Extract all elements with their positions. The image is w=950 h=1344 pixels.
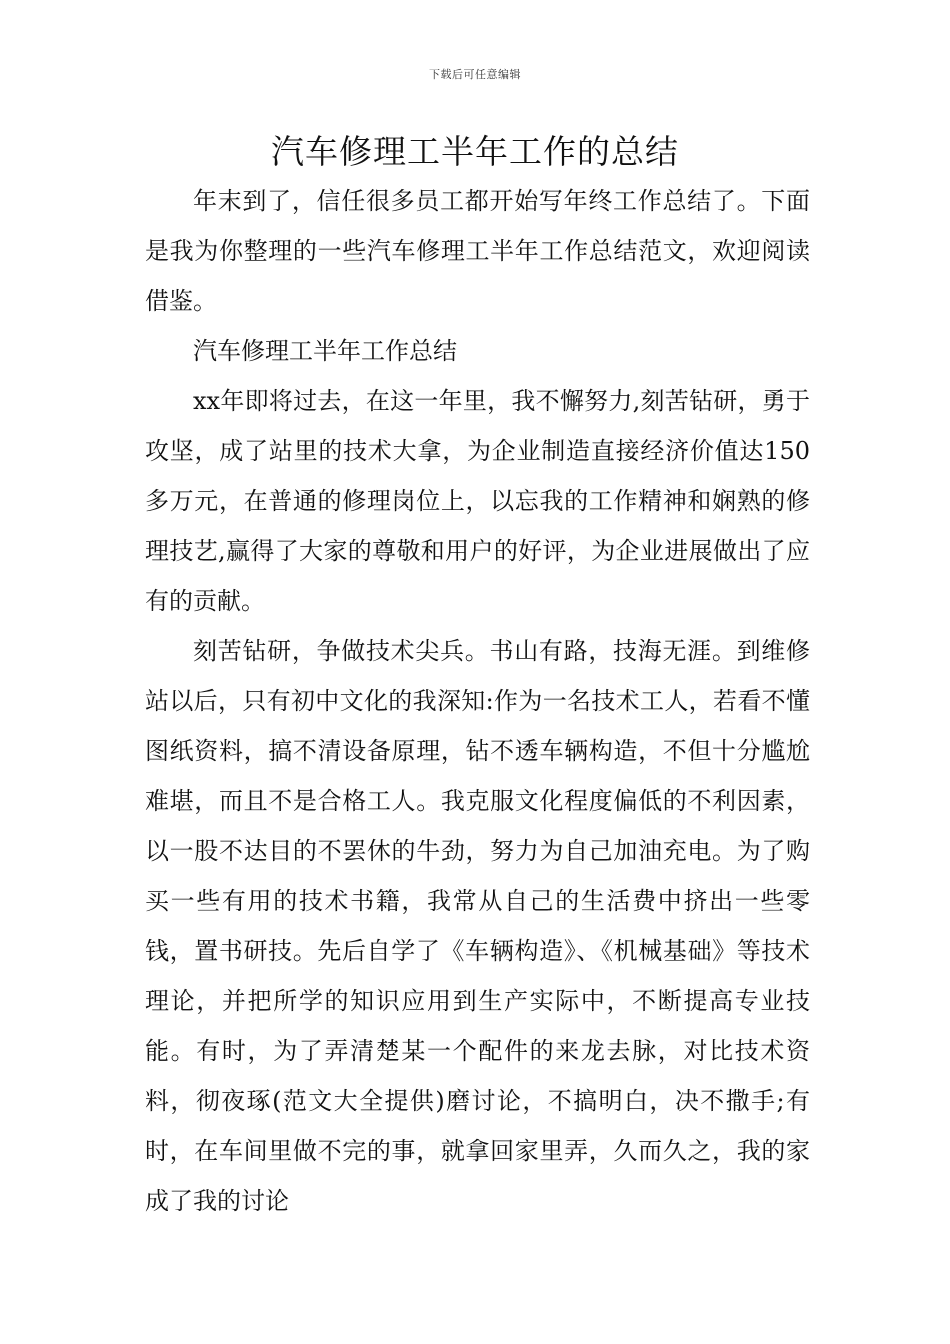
paragraph-intro: 年末到了，信任很多员工都开始写年终工作总结了。下面是我为你整理的一些汽车修理工半年工作总结范文，欢迎阅读借鉴。 bbox=[145, 187, 810, 315]
paragraph-achievements: xx年即将过去，在这一年里，我不懈努力,刻苦钻研，勇于攻坚，成了站里的技术大拿，为企业制造直接经济价值达150多万元，在普通的修理岗位上，以忘我的工作精神和娴熟的修理技艺,赢得了大家的尊敬和用户的好评，为企业进展做出了应有的贡献。 bbox=[145, 387, 810, 615]
document-title: 汽车修理工半年工作的总结 bbox=[271, 132, 679, 171]
header-note: 下载后可任意编辑 bbox=[429, 68, 521, 81]
document-body bbox=[145, 176, 810, 1226]
paragraph-subtitle: 汽车修理工半年工作总结 bbox=[193, 337, 457, 365]
paragraph-study: 刻苦钻研，争做技术尖兵。书山有路，技海无涯。到维修站以后，只有初中文化的我深知:作为一名技术工人，若看不懂图纸资料，搞不清设备原理，钻不透车辆构造，不但十分尴尬难堪，而且不是合格工人。我克服文化程度偏低的不利因素，以一股不达目的不罢休的牛劲，努力为自己加油充电。为了购买一些有用的技术书籍，我常从自己的生活费中挤出一些零钱，置书研技。先后自学了《车辆构造》、《机械基础》等技术理论，并把所学的知识应用到生产实际中，不断提高专业技能。有时，为了弄清楚某一个配件的来龙去脉，对比技术资料，彻夜琢(范文大全提供)磨讨论，不搞明白，决不撒手;有时，在车间里做不完的事，就拿回家里弄，久而久之，我的家成了我的讨论 bbox=[145, 637, 810, 1215]
